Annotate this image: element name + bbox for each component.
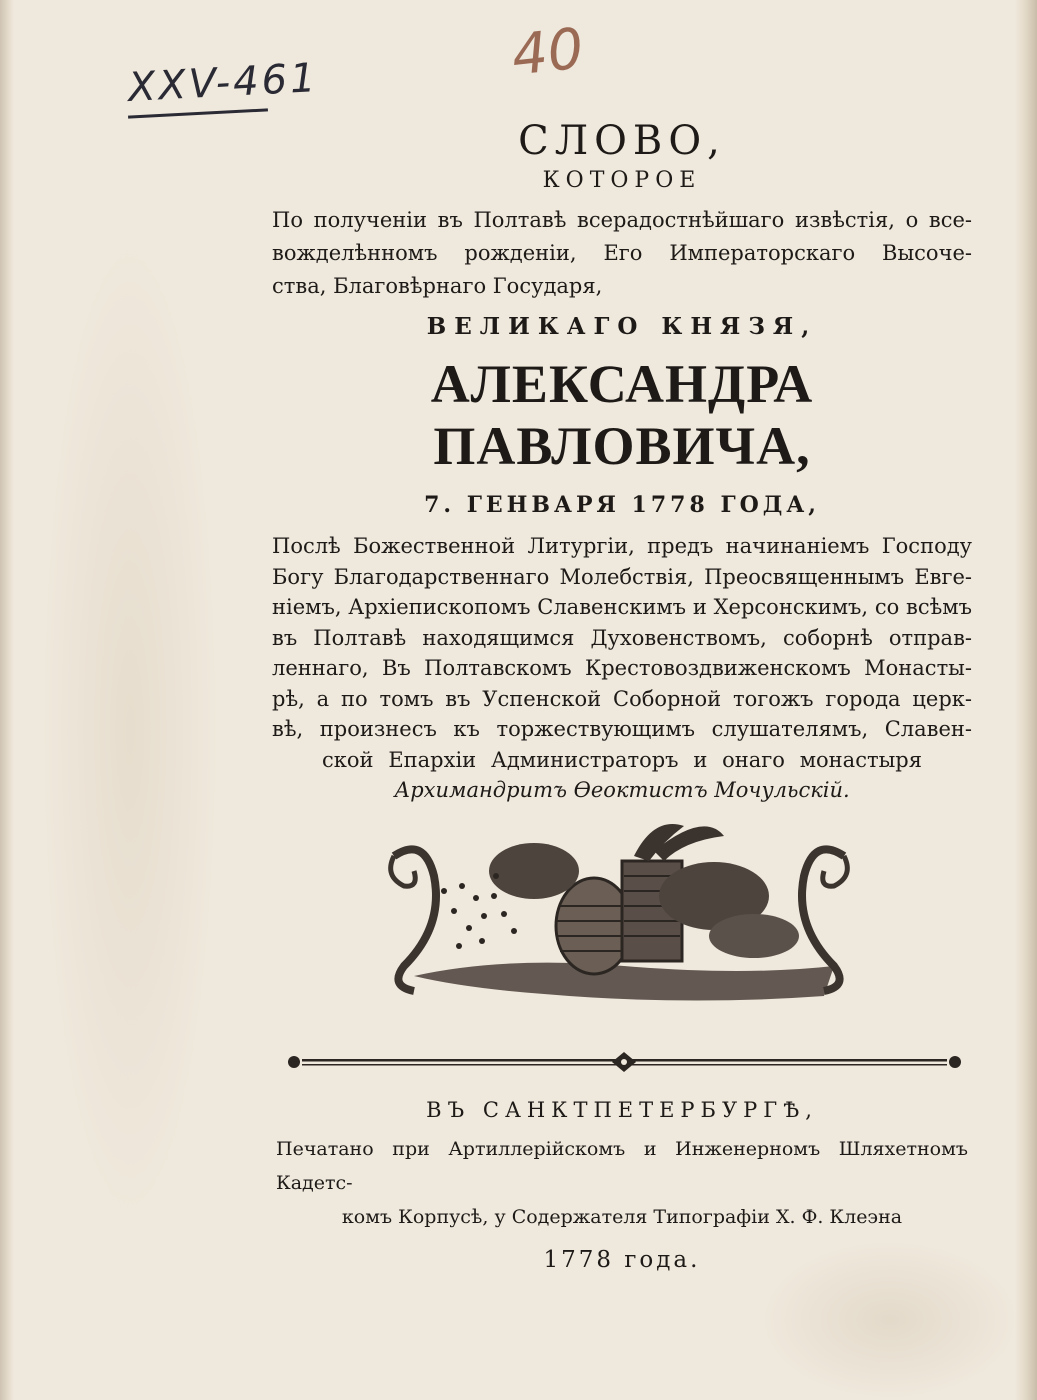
body-line: ніемъ, Архіепископомъ Славенскимъ и Херсонскимъ, со всѣмъ — [272, 595, 972, 619]
title-block — [272, 118, 972, 806]
page-edge-right — [1015, 0, 1037, 1400]
title-line: ства, Благовѣрнаго Государя, — [272, 274, 603, 298]
imprint-city: ВЪ САНКТПЕТЕРБУРГѢ, — [426, 1098, 818, 1122]
imprint-line: Печатано при Артиллерійскомъ и Инженерномъ Шляхетномъ Кадетс- — [276, 1138, 968, 1194]
body-paragraph — [272, 531, 972, 806]
ornamental-divider — [282, 1048, 967, 1076]
title-name: АЛЕКСАНДРА ПАВЛОВИЧА, — [430, 354, 814, 476]
imprint-year: 1778 года. — [543, 1247, 701, 1273]
body-line: рѣ, а по томъ въ Успенской Соборной тогожъ города церк- — [272, 686, 972, 711]
title-line: По полученіи въ Полтавѣ всерадостнѣйшаго извѣстія, о все- — [272, 208, 972, 232]
body-line-author: Архимандритъ Ѳеоктистъ Мочульскій. — [394, 778, 850, 802]
body-line: Богу Благодарственнаго Молебствія, Преосвященнымъ Евге- — [272, 564, 972, 589]
imprint-line: комъ Корпусѣ, у Содержателя Типографіи Х. Ф. Клеэна — [341, 1206, 903, 1228]
woodcut-vignette — [384, 816, 854, 1011]
title-paragraph — [272, 204, 972, 303]
imprint-block — [272, 1092, 972, 1280]
body-line: леннаго, Въ Полтавскомъ Крестовоздвиженскомъ Монасты- — [272, 656, 972, 680]
handwritten-shelfmark: XXV-461 — [126, 55, 320, 111]
body-line: вѣ, произнесъ къ торжествующимъ слушателямъ, Славен- — [272, 717, 972, 741]
body-line: ской Епархіи Администраторъ и онаго монастыря — [322, 747, 922, 772]
paper-stain — [40, 230, 220, 1230]
handwritten-folio-mark: 40 — [508, 16, 587, 89]
title-line: вожделѣнномъ рожденіи, Его Императорскаго Высоче- — [272, 241, 972, 265]
title-slovo: СЛОВО, — [518, 118, 726, 164]
page-edge-left — [0, 0, 14, 1400]
title-velikago-knyazya: ВЕЛИКАГО КНЯЗЯ, — [426, 313, 818, 340]
title-date: 7. ГЕНВАРЯ 1778 ГОДА, — [424, 492, 820, 518]
body-line: въ Полтавѣ находящимся Духовенствомъ, соборнѣ отправ- — [272, 625, 972, 650]
title-kotoroe: КОТОРОЕ — [542, 168, 702, 193]
body-line: Послѣ Божественной Литургіи, предъ начинаніемъ Господу — [272, 534, 972, 558]
